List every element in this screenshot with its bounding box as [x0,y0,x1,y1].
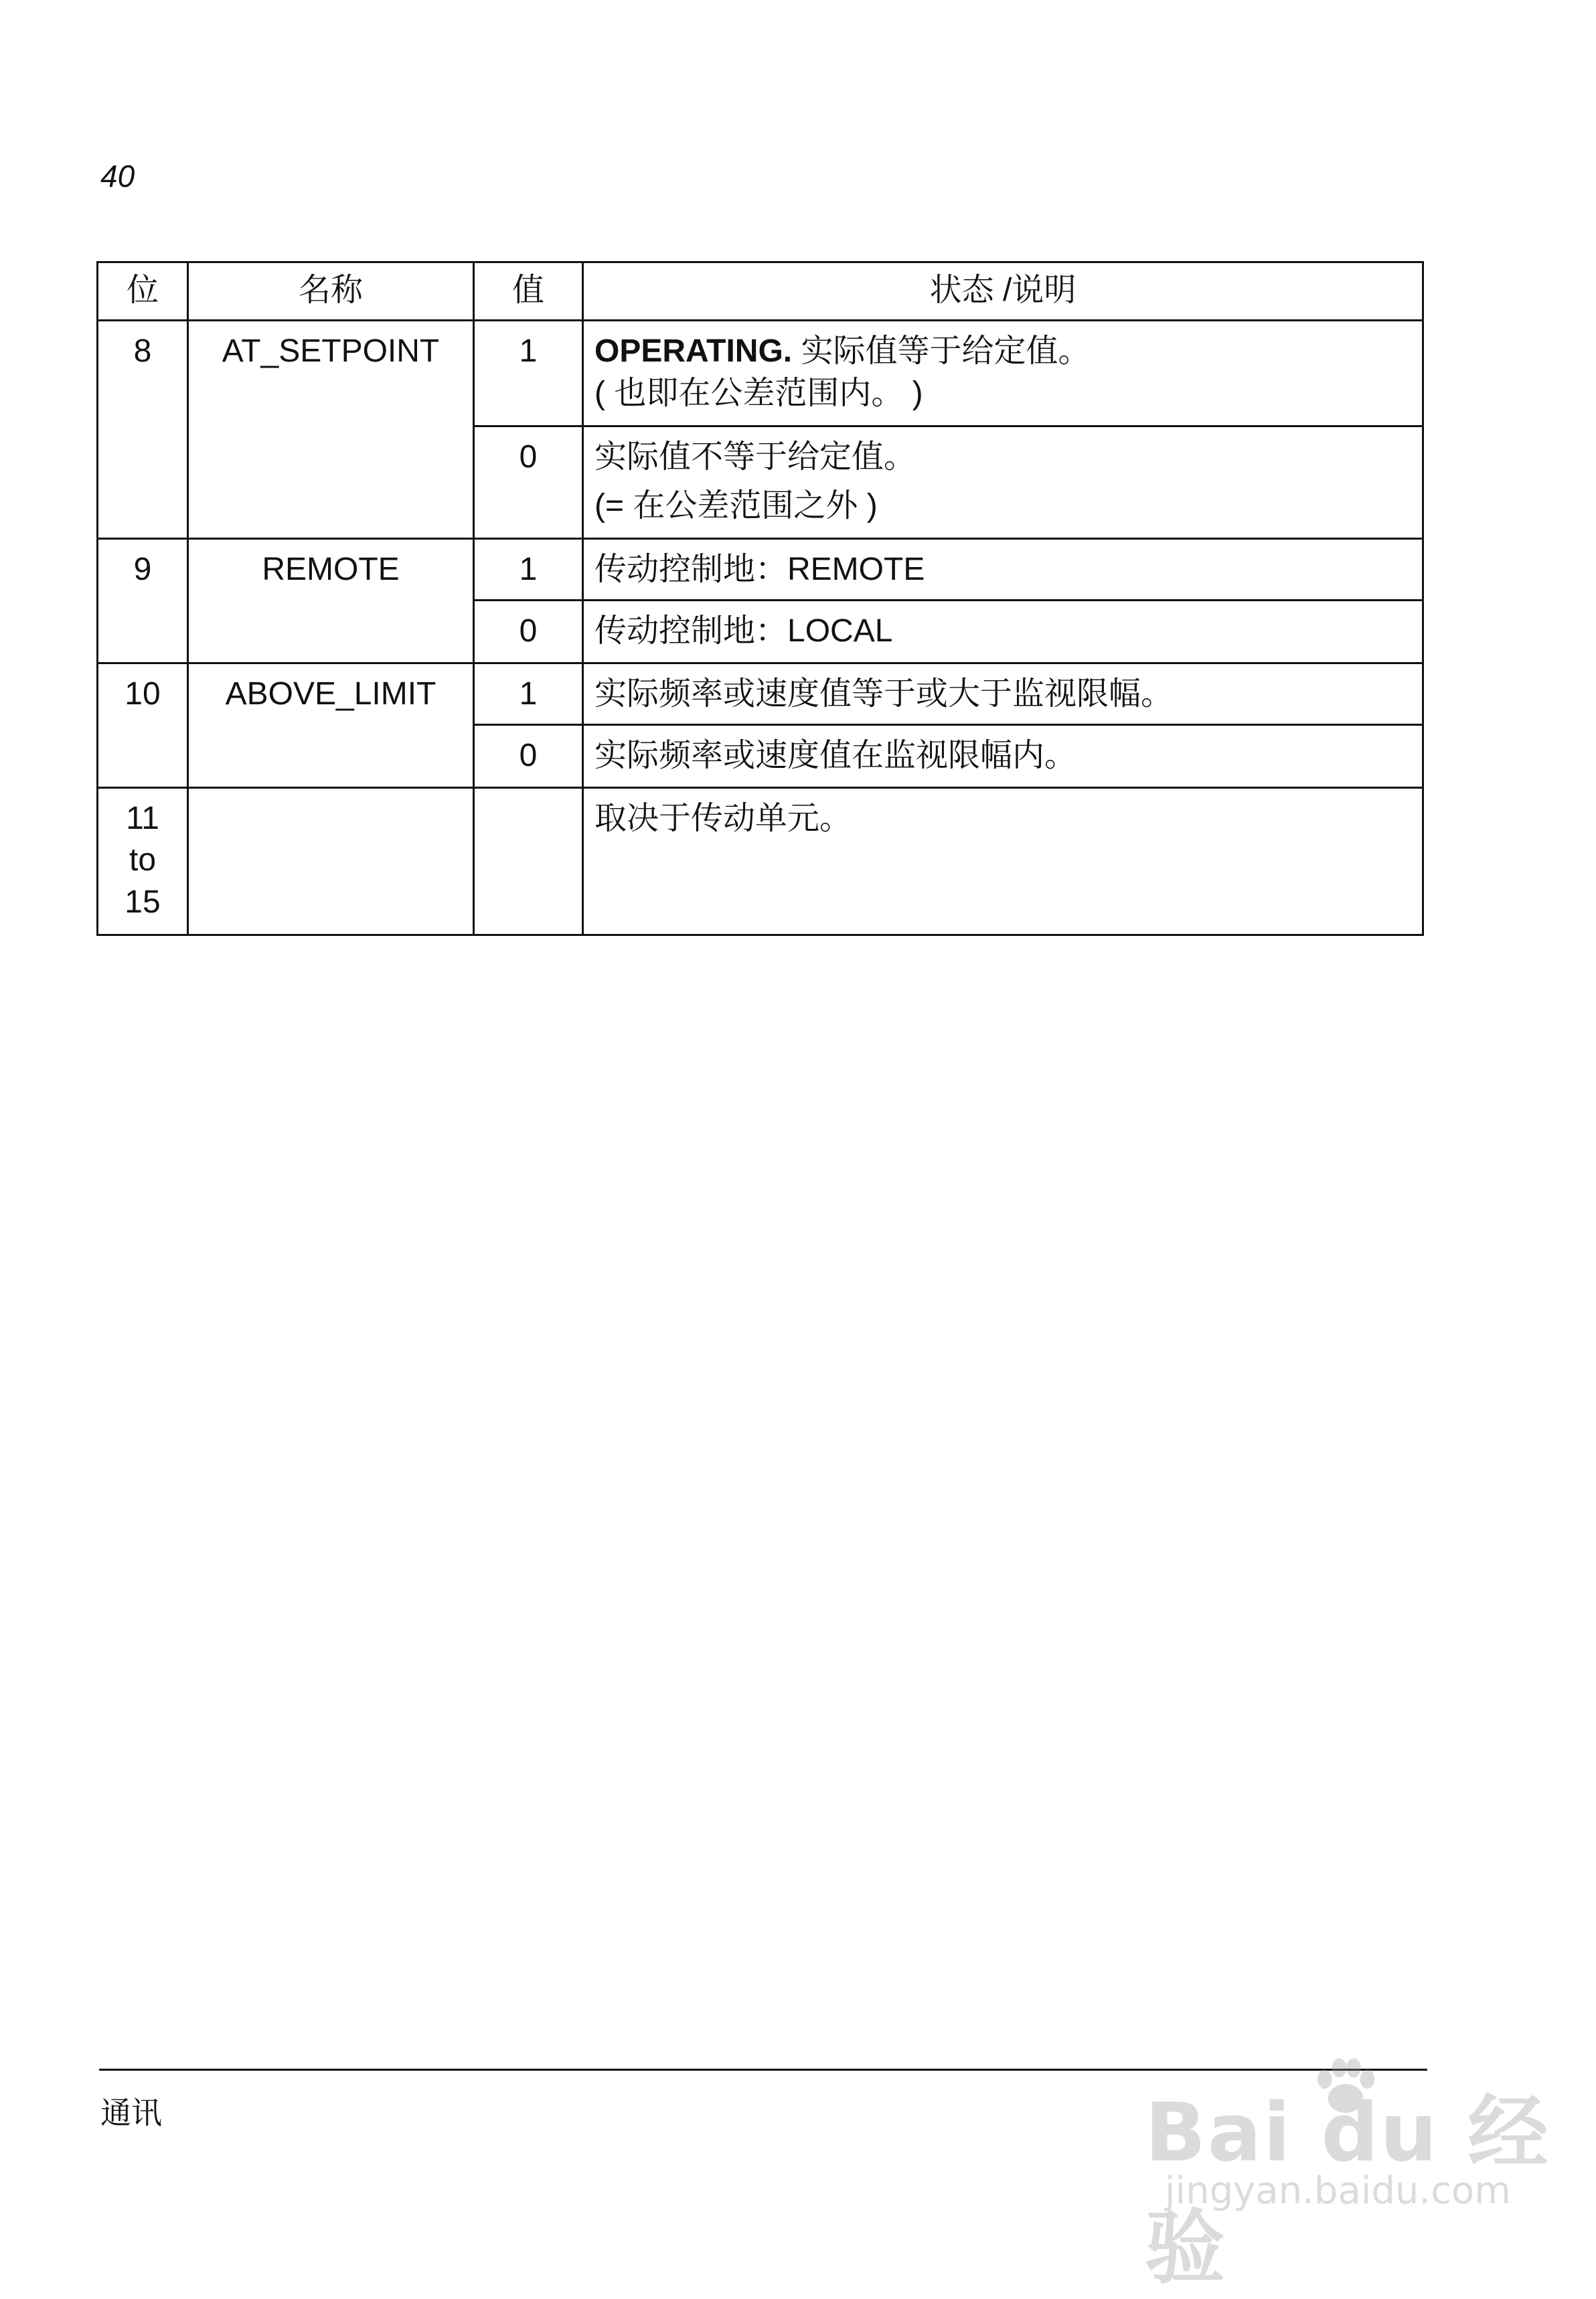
value-cell: 1 [474,539,583,601]
table-row [98,787,1423,935]
bit-range-to: to [129,842,157,878]
description-cell: 传动控制地：REMOTE [583,539,1423,601]
name-cell: AT_SETPOINT [188,321,474,539]
table-row [98,663,1423,724]
description-text: 实际值不等于给定值。 [594,439,916,475]
description-cell: 实际频率或速度值在监视限幅内。 [583,724,1423,787]
value-cell: 0 [474,724,583,787]
table-row [98,539,1423,601]
watermark-url: jingyan.baidu.com [1165,2169,1511,2213]
bit-cell: 9 [98,539,188,663]
bit-cell: 8 [98,321,188,539]
description-note: (= 在公差范围之外 ) [594,487,878,524]
description-note: ( 也即在公差范围内。 ) [594,375,923,411]
name-cell: ABOVE_LIMIT [188,663,474,787]
description-text: 实际值等于给定值。 [792,333,1091,370]
name-cell: REMOTE [188,539,474,663]
value-cell [474,787,583,935]
name-cell [188,787,474,935]
description-cell: 取决于传动单元。 [583,787,1423,935]
table-header-row [98,262,1423,321]
bit-cell [98,787,188,935]
table-row [98,321,1423,426]
watermark-logo: Bai du 经验 [1145,2087,1550,2295]
baidu-watermark [1138,2049,1553,2295]
value-cell: 1 [474,663,583,724]
value-cell: 0 [474,426,583,539]
bit-cell: 10 [98,663,188,787]
value-cell: 0 [474,601,583,663]
header-value: 值 [474,262,583,321]
status-word-table [96,261,1424,936]
description-cell [583,321,1423,426]
bit-range-start: 11 [126,800,159,836]
description-cell [583,426,1423,539]
header-bit: 位 [98,262,188,321]
footer-section-title: 通讯 [100,2095,162,2131]
description-bold: OPERATING. [594,333,793,370]
header-name: 名称 [188,262,474,321]
header-description: 状态 /说明 [583,262,1423,321]
description-cell: 实际频率或速度值等于或大于监视限幅。 [583,663,1423,724]
value-cell: 1 [474,321,583,426]
page-number: 40 [100,159,135,193]
bit-range-end: 15 [125,884,161,920]
description-cell: 传动控制地：LOCAL [583,601,1423,663]
